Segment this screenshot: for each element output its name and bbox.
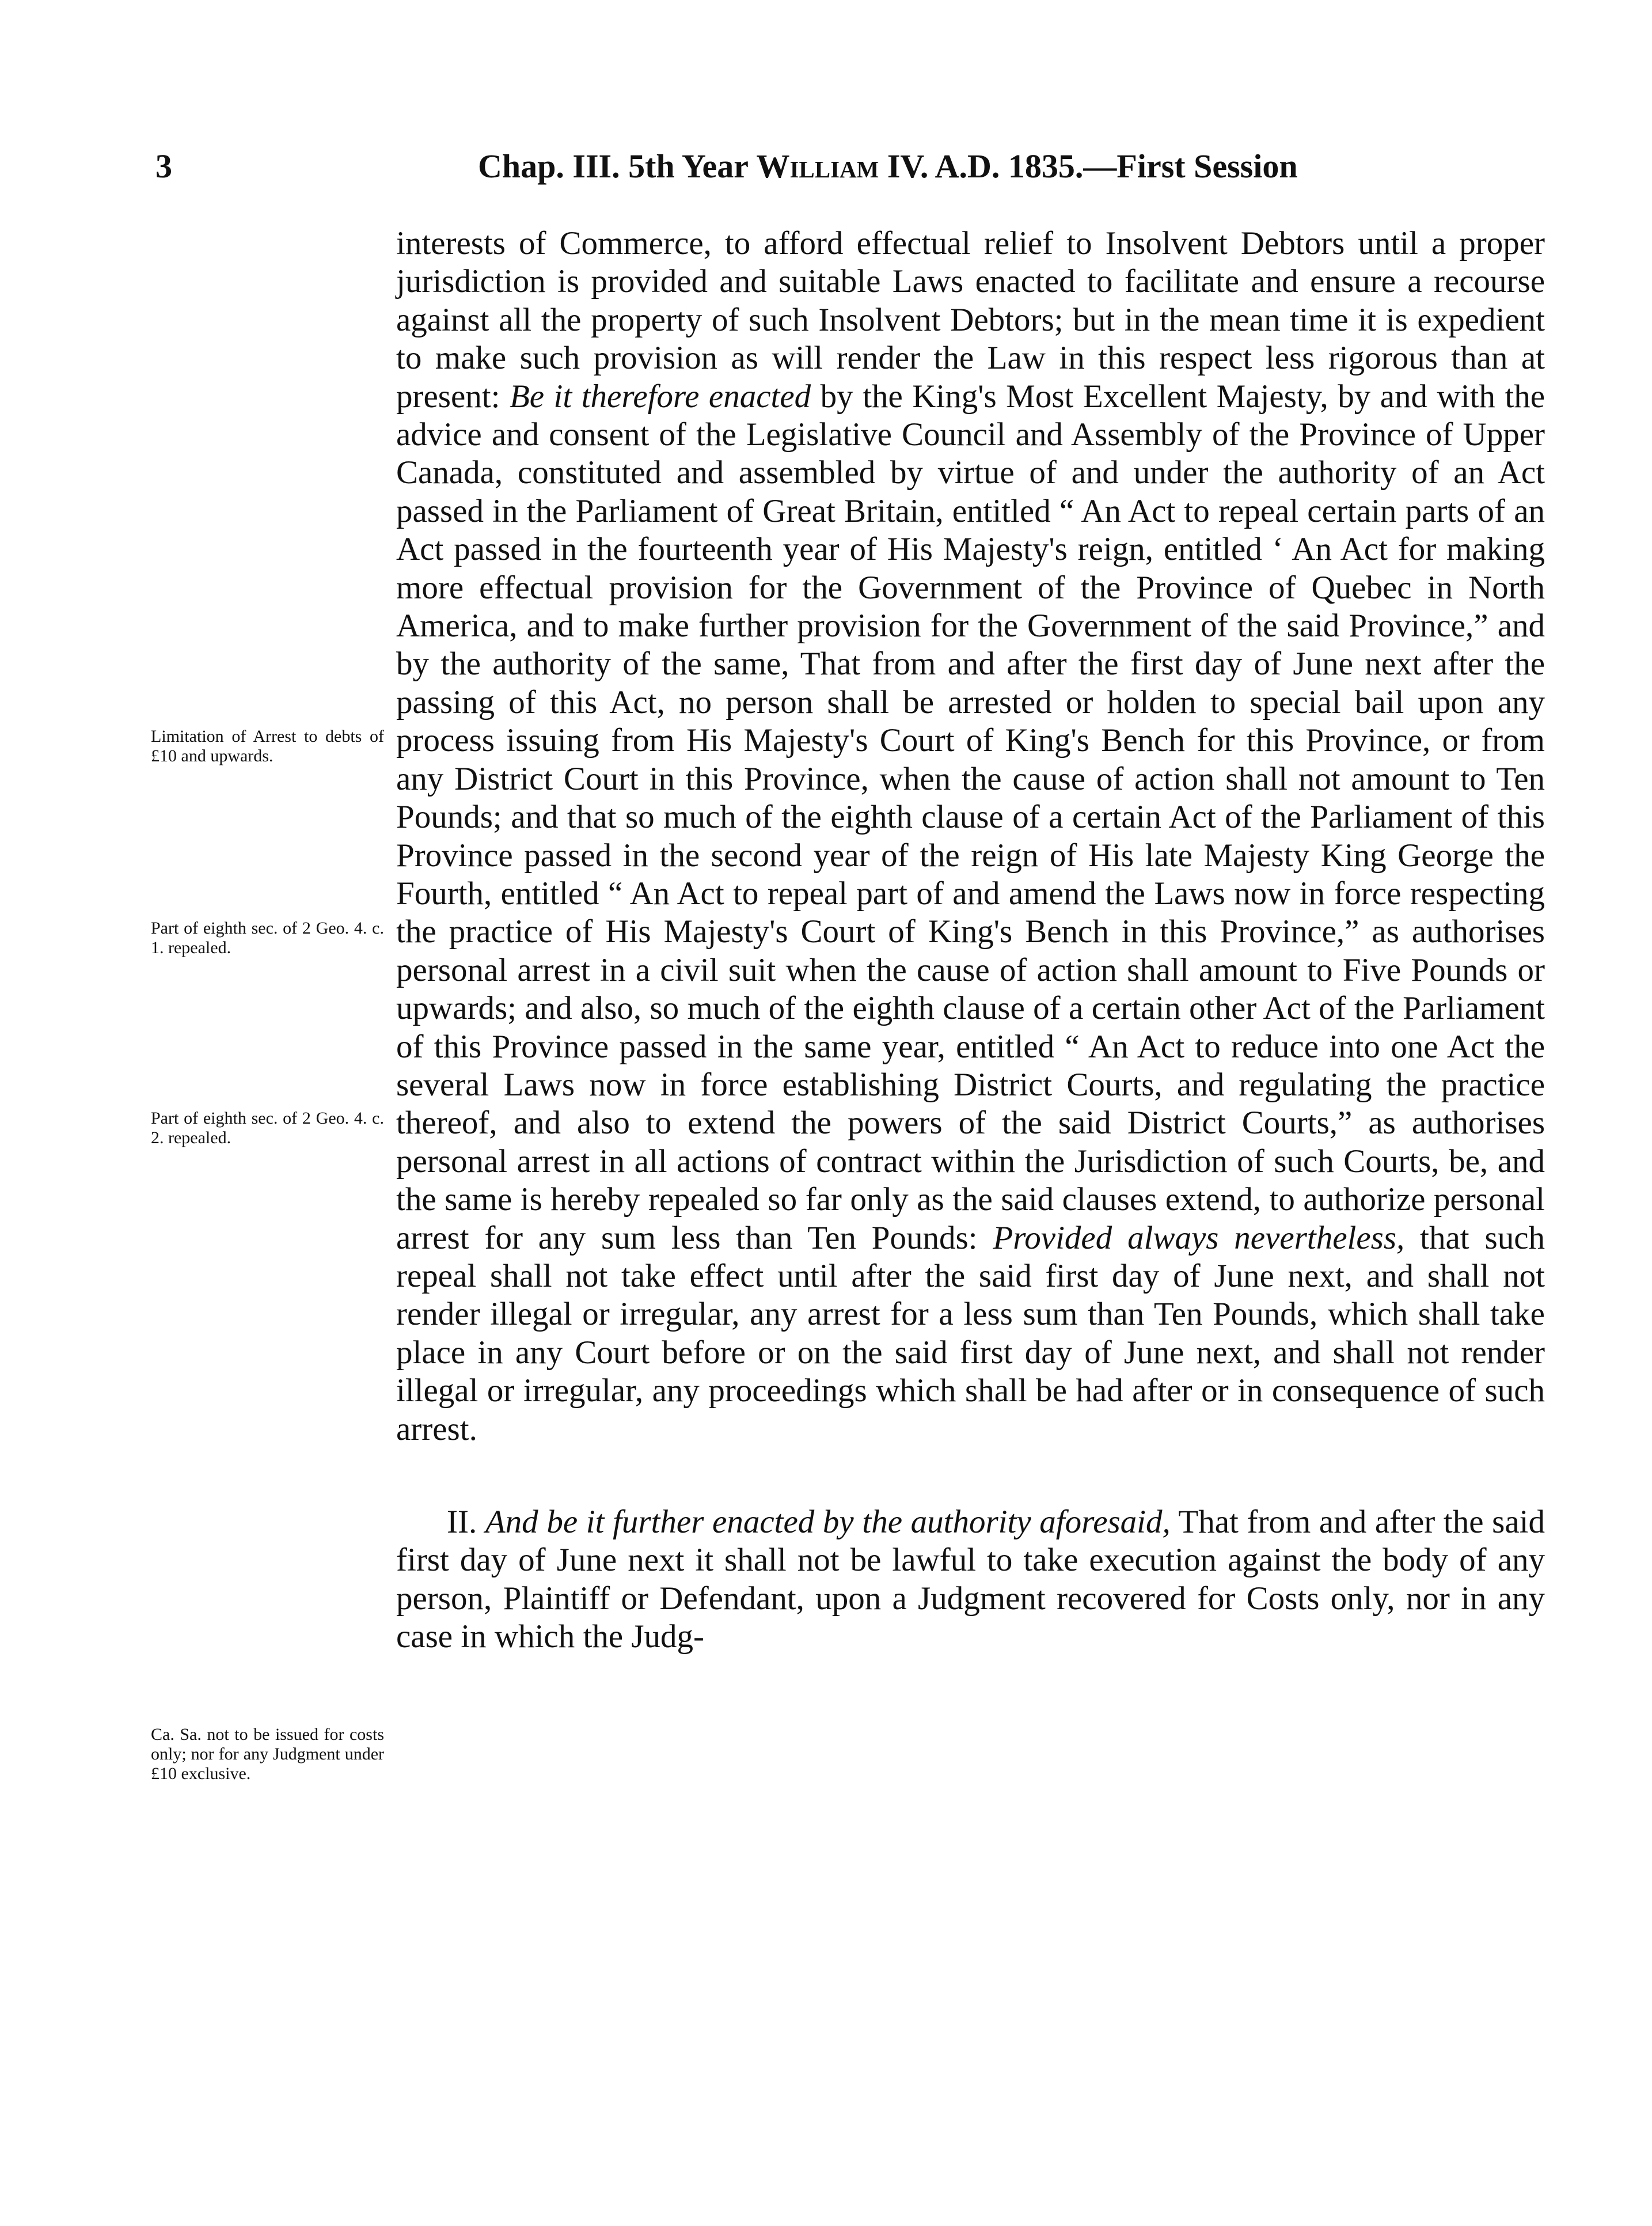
section-one-paragraph [396,225,1545,1448]
page-number: 3 [155,147,172,185]
section-number: II. [447,1504,485,1540]
proviso-clause: Provided always nevertheless, [993,1219,1405,1256]
statute-body [396,225,1545,1656]
margin-note-ca-sa: Ca. Sa. not to be issued for costs only; nor for any Judgment under £10 exclusive. [151,1725,384,1783]
running-head-text-end: IV. A.D. 1835.—First Session [879,147,1298,185]
page-header [155,147,1537,199]
margin-note-part-repealed-c2: Part of eighth sec. of 2 Geo. 4. c. 2. repealed. [151,1109,384,1147]
running-head [478,147,1298,185]
paragraph-text: by the King's Most Excellent Majesty, by and with the advice and consent of the Legislative Council and Assembly of the Province of Upper Canada, constituted and assembled by virtue of and under the authority of an Act passed in the Parliament of Great Britain, entitled “ An Act to repeal certain parts of an Act passed in the fourteenth year of His Majesty's reign, entitled ‘ An Act for making more effectual provision for the Government of the Province of Quebec in North America, and to make further provision for the Government of the said Province,” and by the authority of the same, That from and after the first day of June next after the passing of this Act, no person shall be arrested or holden to special bail upon any process issuing from His Majesty's Court of King's Bench for this Province, or from any District Court in this Province, when the cause of action shall not amount to Ten Pounds; and that so much of the eighth clause of a certain Act of the Parliament of this Province passed in the second year of the reign of His late Majesty King George the Fourth, entitled “ An Act to repeal part of and amend the Laws now in force respecting the practice of His Majesty's Court of King's Bench in this Province,” as authorises personal arrest in a civil suit when the cause of action shall amount to Five Pounds or upwards; and also, so much of the eighth clause of a certain other Act of the Parliament of this Province passed in the same year, entitled “ An Act to reduce into one Act the several Laws now in force establishing District Courts, and regulating the practice thereof, and also to extend the powers of the said District Courts,” as authorises personal arrest in all actions of contract within the Jurisdiction of such Courts, be, and the same is hereby repealed so far only as the said clauses extend, to authorize personal arrest for any sum less than Ten Pounds: [396,378,1545,1256]
enacting-clause: And be it further enacted by the authority aforesaid, [485,1504,1171,1540]
paragraph-text: That from and after the said first day of June next it shall not be lawful to take execution against the body of any person, Plaintiff or Defendant, upon a Judgment recovered for Costs only, nor in any case in which the Judg- [396,1504,1545,1655]
section-two-paragraph [396,1503,1545,1656]
paragraph-text: that such repeal shall not take effect until after the said first day of June next, and shall not render illegal or irregular, any arrest for a less sum than Ten Pounds, which shall take place in any Court before or on the said first day of June next, and shall not render illegal or irregular, any proceedings which shall be had after or in consequence of such arrest. [396,1219,1545,1447]
margin-note-part-repealed-c1: Part of eighth sec. of 2 Geo. 4. c. 1. repealed. [151,919,384,957]
enacting-clause: Be it therefore enacted [509,378,811,415]
margin-note-limitation-of-arrest: Limitation of Arrest to debts of £10 and upwards. [151,727,384,765]
running-head-king-name: William [756,147,879,185]
paragraph-text: interests of Commerce, to afford effectual relief to Insolvent Debtors until a proper jurisdiction is provided and suitable Laws enacted to facilitate and ensure a recourse against all the property of such Insolvent Debtors; but in the mean time it is expedient to make such provision as will render the Law in this respect less rigorous than at present: [396,225,1545,415]
running-head-text-start: Chap. III. 5th Year [478,147,757,185]
